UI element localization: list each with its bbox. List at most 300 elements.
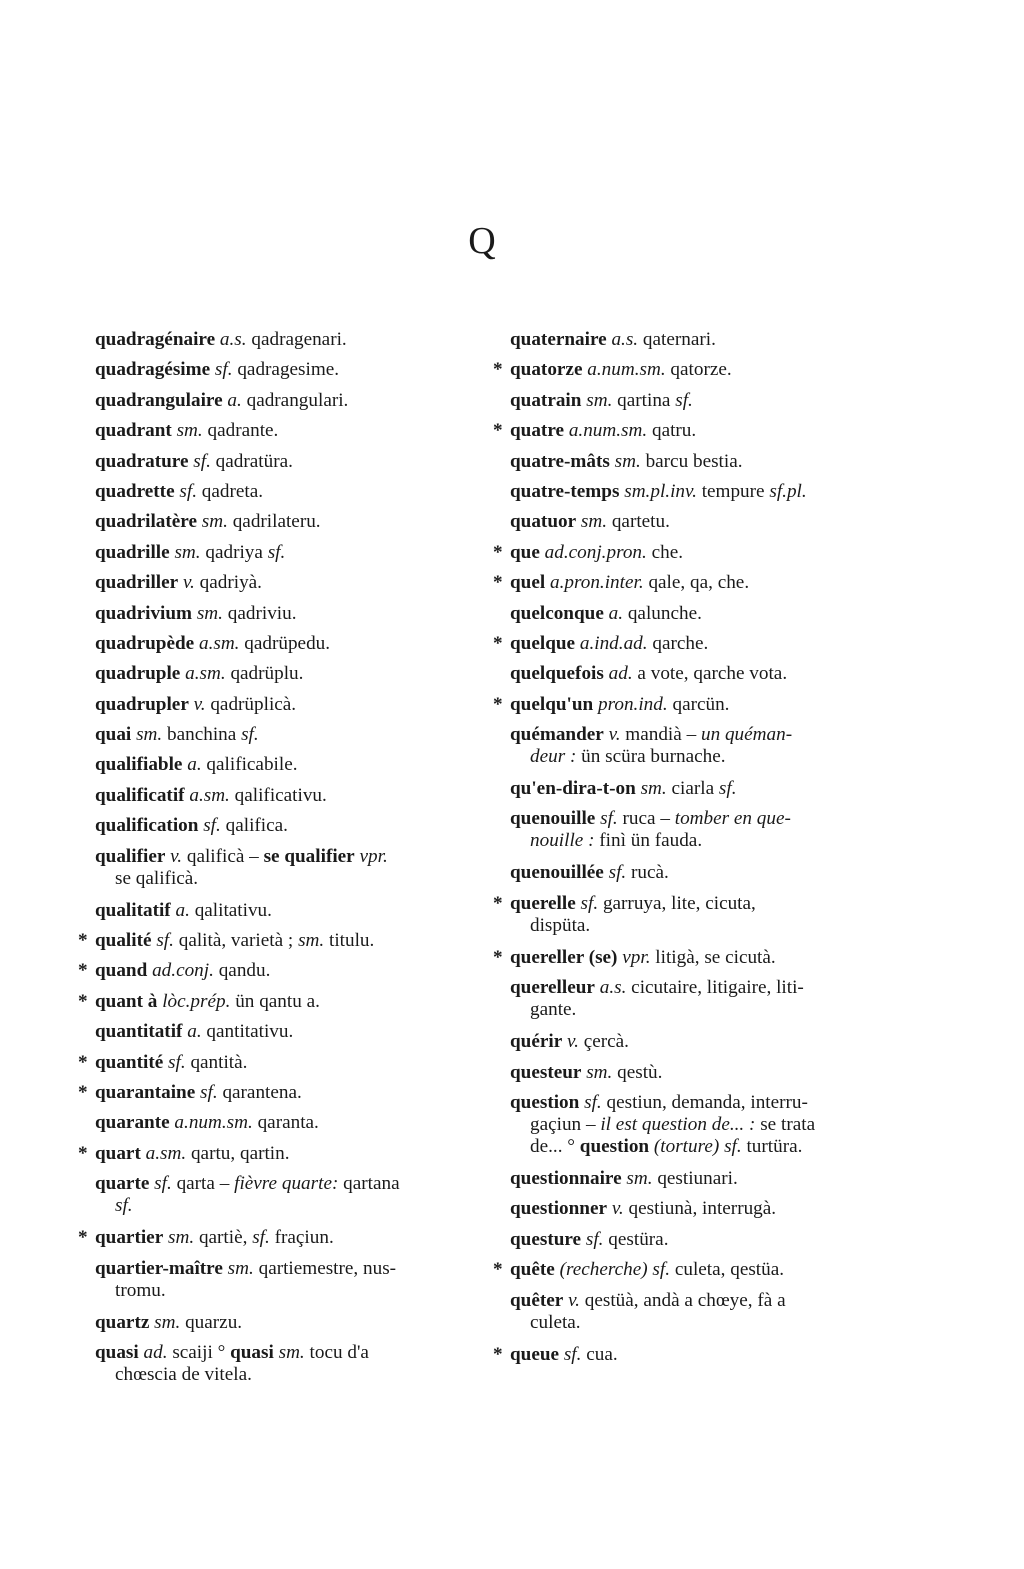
dictionary-entry — [493, 359, 878, 381]
dictionary-entry — [95, 359, 475, 381]
dictionary-entry — [95, 694, 475, 716]
entry-definition-2: qartana — [343, 1173, 400, 1195]
dictionary-entry — [95, 451, 475, 473]
entry-category: sm. — [626, 1168, 653, 1190]
section-letter: Q — [468, 220, 496, 262]
entry-category: sf. — [652, 1259, 671, 1281]
entry-continuation: tromu. — [115, 1279, 166, 1301]
entry-headword: quereller (se) — [510, 946, 618, 968]
entry-definition: ruca – — [622, 808, 670, 830]
entry-category: sm. — [227, 1257, 254, 1279]
entry-category: sf. — [179, 480, 197, 502]
entry-headword: quelconque — [510, 602, 604, 624]
dictionary-entry — [493, 892, 878, 937]
entry-definition-3: turtüra. — [746, 1136, 803, 1158]
entry-definition: qartiemestre, nus- — [258, 1257, 397, 1279]
entry-continuation: ün scüra burnache. — [581, 746, 726, 768]
entry-definition: banchina — [167, 724, 237, 746]
entry-category: sf. — [200, 1081, 218, 1103]
entry-definition: qandu. — [218, 960, 271, 982]
entry-definition-2: tocu d'a — [309, 1341, 369, 1363]
entry-headword: quête — [510, 1259, 555, 1281]
entry-headword: quadruple — [95, 663, 181, 685]
dictionary-entry — [95, 754, 475, 776]
dictionary-entry — [95, 329, 475, 351]
entry-definition: barcu bestia. — [645, 450, 743, 472]
entry-definition: çercà. — [583, 1031, 629, 1053]
entry-definition: qartiè, — [198, 1227, 248, 1249]
entry-headword: quadrivium — [95, 602, 193, 624]
common-word-asterisk: * — [78, 990, 88, 1012]
entry-category: sf. — [600, 808, 618, 830]
entry-category: a.sm. — [145, 1142, 187, 1164]
entry-category: sf. — [584, 1092, 602, 1114]
dictionary-entry — [493, 541, 878, 564]
dictionary-entry — [95, 390, 475, 412]
entry-definition: qalunche. — [627, 602, 702, 624]
dictionary-column-left — [78, 329, 475, 1396]
entry-headword: quarante — [95, 1112, 170, 1134]
entry-headword: quatrain — [510, 389, 582, 411]
entry-category: a. — [175, 899, 190, 921]
entry-category-2: sf. — [267, 541, 286, 563]
entry-category-2: sf. — [252, 1227, 270, 1249]
entry-category: sm. — [614, 450, 641, 472]
entry-category: ad. — [608, 663, 633, 685]
entry-headword: questure — [510, 1228, 582, 1250]
entry-headword: quand — [95, 960, 148, 982]
entry-category: a.sm. — [198, 632, 240, 654]
entry-definition: qartu, qartin. — [190, 1142, 290, 1164]
dictionary-entry — [493, 946, 878, 969]
entry-headword: quartz — [95, 1311, 150, 1333]
entry-category: sm. — [168, 1227, 195, 1249]
entry-category: a.s. — [219, 329, 247, 350]
entry-headword: quel — [510, 572, 546, 594]
entry-definition: cua. — [586, 1343, 618, 1365]
dictionary-entry — [95, 724, 475, 746]
entry-definition: qarantena. — [222, 1081, 302, 1103]
dictionary-entry — [510, 724, 878, 768]
dictionary-entry — [510, 1031, 878, 1053]
dictionary-entry — [510, 977, 878, 1021]
common-word-asterisk: * — [493, 892, 503, 914]
entry-headword: questionnaire — [510, 1168, 622, 1190]
entry-definition: qarche. — [652, 632, 709, 654]
entry-headword: que — [510, 541, 540, 563]
entry-category-2: sm. — [298, 930, 325, 952]
entry-headword: quarantaine — [95, 1081, 196, 1103]
entry-headword: quérir — [510, 1031, 563, 1053]
entry-definition: qadratüra. — [215, 450, 293, 472]
entry-headword: quadrilatère — [95, 511, 197, 533]
entry-headword: quantité — [95, 1051, 164, 1073]
entry-continuation: gante. — [530, 999, 577, 1021]
dictionary-entry — [95, 663, 475, 685]
entry-headword: quelque — [510, 632, 576, 654]
entry-headword: quelquefois — [510, 663, 604, 685]
dictionary-entry — [510, 1198, 878, 1220]
entry-definition-2: titulu. — [328, 930, 375, 952]
entry-category: sm. — [580, 511, 608, 533]
dictionary-entry — [510, 603, 878, 625]
common-word-asterisk: * — [78, 1142, 88, 1164]
dictionary-entry — [78, 960, 475, 982]
dictionary-entry — [95, 420, 475, 442]
entry-definition: mandià – — [625, 724, 697, 746]
entry-definition: qadrüplu. — [230, 663, 304, 685]
entry-definition: qadriyà. — [199, 572, 262, 594]
entry-definition: qalificà – — [186, 845, 259, 867]
entry-category: a.num.sm. — [587, 359, 666, 381]
entry-definition: qalitativu. — [194, 899, 272, 921]
entry-definition: che. — [651, 541, 684, 563]
entry-category: sf. — [203, 815, 221, 837]
common-word-asterisk: * — [493, 572, 503, 594]
entry-headword: quadrupler — [95, 693, 189, 715]
entry-category: sm. — [201, 511, 228, 533]
entry-headword: questionner — [510, 1198, 608, 1220]
entry-definition: qartetu. — [611, 511, 670, 533]
entry-category: a.num.sm. — [174, 1112, 253, 1134]
entry-category-2: sm. — [278, 1341, 305, 1363]
entry-category: sm. — [174, 541, 201, 563]
entry-headword: quatuor — [510, 511, 577, 533]
common-word-asterisk: * — [493, 946, 503, 968]
entry-category: a. — [227, 389, 242, 411]
dictionary-entry — [95, 603, 475, 625]
dictionary-entry — [493, 632, 878, 655]
entry-continuation-2: se trata — [760, 1114, 816, 1136]
entry-category-3: sf. — [724, 1136, 742, 1158]
entry-continuation: chœscia de vitela. — [115, 1363, 252, 1385]
entry-headword: qualification — [95, 815, 199, 837]
dictionary-entry — [95, 1312, 475, 1334]
entry-headword: quatre-mâts — [510, 450, 610, 472]
entry-headword: quartier-maître — [95, 1257, 223, 1279]
dictionary-entry — [510, 390, 878, 412]
dictionary-entry — [95, 1342, 475, 1386]
entry-definition: qatorze. — [670, 359, 732, 381]
entry-headword: quenouille — [510, 808, 596, 830]
entry-definition: qalità, varietà ; — [178, 930, 294, 952]
dictionary-entry — [510, 1290, 878, 1334]
entry-definition: scaiji ° — [172, 1341, 226, 1363]
entry-definition: qarta – — [176, 1173, 230, 1195]
entry-category-2: sf. — [718, 778, 737, 800]
entry-headword: qualifiable — [95, 754, 183, 776]
entry-category: lòc.prép. — [162, 990, 231, 1012]
dictionary-entry — [95, 1173, 475, 1217]
entry-category: ad.conj.pron. — [544, 541, 647, 563]
entry-category: sf. — [154, 1173, 172, 1195]
entry-continuation: dispüta. — [530, 914, 591, 936]
dictionary-entry — [493, 1343, 878, 1366]
entry-headword: quadrant — [95, 420, 172, 442]
dictionary-entry — [78, 1227, 475, 1249]
entry-headword: qu'en-dira-t-on — [510, 778, 636, 800]
entry-definition: cicutaire, litigaire, liti- — [631, 977, 804, 999]
entry-headword: quadragésime — [95, 359, 211, 381]
entry-definition: qestiun, demanda, interru- — [606, 1092, 808, 1114]
entry-headword: quai — [95, 724, 132, 746]
entry-category: v. — [193, 693, 206, 715]
entry-definition: qestüra. — [608, 1228, 669, 1250]
entry-category: sm. — [154, 1311, 181, 1333]
entry-category: a. — [608, 602, 624, 624]
entry-headword: quadriller — [95, 572, 179, 594]
entry-definition: qatru. — [651, 420, 697, 442]
entry-definition: qantità. — [190, 1051, 248, 1073]
entry-continuation: gaçiun – — [530, 1114, 596, 1136]
dictionary-entry — [95, 900, 475, 922]
common-word-asterisk: * — [493, 632, 503, 654]
dictionary-entry — [510, 663, 878, 685]
dictionary-entry — [493, 693, 878, 716]
entry-category: a.ind.ad. — [579, 632, 648, 654]
entry-example-cont: nouille : — [530, 830, 595, 852]
entry-definition: qadrüpedu. — [244, 632, 331, 654]
entry-example: un quéman- — [700, 724, 793, 746]
entry-category: a.sm. — [189, 784, 230, 806]
entry-category: a.sm. — [185, 663, 226, 685]
entry-category: sm. — [586, 389, 613, 411]
dictionary-entry — [95, 572, 475, 594]
entry-category: a.num.sm. — [568, 420, 648, 442]
entry-category-2: vpr. — [359, 845, 388, 867]
entry-definition: qadrüplicà. — [210, 693, 297, 715]
dictionary-entry — [78, 1142, 475, 1165]
entry-headword: quémander — [510, 724, 604, 746]
dictionary-entry — [95, 815, 475, 837]
entry-headword: quatre — [510, 420, 565, 442]
dictionary-entry — [95, 481, 475, 503]
entry-headword: quaternaire — [510, 329, 607, 350]
entry-definition: ciarla — [671, 778, 715, 800]
entry-headword: qualifier — [95, 845, 166, 867]
entry-definition: qale, qa, che. — [648, 572, 750, 594]
dictionary-entry — [510, 1229, 878, 1251]
entry-definition: quarzu. — [185, 1311, 243, 1333]
common-word-asterisk: * — [78, 960, 88, 982]
entry-category: v. — [170, 845, 183, 867]
entry-headword: quant à — [95, 990, 158, 1012]
dictionary-entry — [78, 990, 475, 1013]
entry-definition: qarcün. — [672, 693, 730, 715]
entry-gloss-note: (torture) — [653, 1136, 720, 1158]
entry-category: sf. — [563, 1343, 582, 1365]
entry-definition: qadragenari. — [251, 329, 347, 350]
entry-headword: question — [510, 1092, 580, 1114]
entry-subheadword: question — [579, 1136, 650, 1158]
entry-continuation-3: de... ° — [530, 1136, 575, 1158]
dictionary-column-right — [493, 329, 878, 1374]
entry-subheadword: quasi — [230, 1341, 274, 1363]
dictionary-entry — [510, 1092, 878, 1158]
entry-category: a. — [187, 754, 202, 776]
entry-definition-2: fraçiun. — [274, 1227, 334, 1249]
entry-headword: querelleur — [510, 977, 595, 999]
dictionary-entry — [78, 930, 475, 952]
entry-example-cont: sf. — [115, 1195, 133, 1217]
entry-category: ad.conj. — [152, 960, 214, 982]
entry-continuation: culeta. — [530, 1311, 581, 1333]
entry-definition: qestüà, andà a chœye, fà a — [584, 1289, 786, 1311]
entry-definition: a vote, qarche vota. — [637, 663, 788, 685]
dictionary-entry — [510, 481, 878, 503]
entry-category: v. — [611, 1198, 624, 1220]
entry-headword: qualité — [95, 930, 152, 952]
entry-definition: qadragesime. — [237, 359, 340, 381]
entry-definition: qalifica. — [225, 815, 288, 837]
entry-category: sf. — [193, 450, 211, 472]
entry-category: sm. — [586, 1061, 613, 1083]
entry-headword: quart — [95, 1142, 141, 1164]
entry-headword: quadrette — [95, 480, 175, 502]
entry-headword: quartier — [95, 1227, 164, 1249]
common-word-asterisk: * — [78, 930, 88, 952]
entry-definition: qantitativu. — [206, 1021, 294, 1043]
dictionary-entry — [95, 1258, 475, 1302]
dictionary-entry — [95, 846, 475, 890]
entry-headword: querelle — [510, 892, 576, 914]
dictionary-entry — [95, 1112, 475, 1134]
dictionary-entry — [493, 572, 878, 594]
entry-headword: quadragénaire — [95, 329, 216, 350]
entry-category: sm. — [196, 602, 223, 624]
entry-category: ad. — [143, 1341, 168, 1363]
entry-headword: quarte — [95, 1173, 150, 1195]
entry-definition: qalificativu. — [234, 784, 327, 806]
entry-definition: qestù. — [617, 1061, 663, 1083]
entry-headword: quadrangulaire — [95, 389, 223, 411]
entry-category: sm. — [136, 724, 163, 746]
entry-headword: quêter — [510, 1289, 564, 1311]
entry-definition: qadriya — [205, 541, 263, 563]
entry-category: vpr. — [622, 946, 651, 968]
entry-category: sm. — [640, 778, 667, 800]
dictionary-entry — [510, 862, 878, 884]
dictionary-entry — [510, 451, 878, 473]
entry-category: a. — [187, 1021, 202, 1043]
entry-category: sf. — [156, 930, 174, 952]
entry-definition: qadriviu. — [227, 602, 297, 624]
entry-definition: qadrilateru. — [232, 511, 321, 533]
dictionary-entry — [95, 542, 475, 564]
entry-definition: qadreta. — [201, 480, 264, 502]
entry-definition: qaternari. — [642, 329, 716, 350]
entry-headword: quatre-temps — [510, 480, 620, 502]
entry-definition: litigà, se cicutà. — [655, 946, 776, 968]
entry-definition: qaranta. — [257, 1112, 319, 1134]
entry-definition: qestiunari. — [657, 1168, 738, 1190]
entry-definition: ün qantu a. — [235, 990, 320, 1012]
common-word-asterisk: * — [78, 1051, 88, 1073]
entry-gloss-note: (recherche) — [559, 1259, 648, 1281]
entry-definition: qalificabile. — [206, 754, 298, 776]
entry-category-2: sf. — [675, 389, 693, 411]
entry-category: a.s. — [611, 329, 639, 350]
entry-category: sf. — [585, 1228, 604, 1250]
dictionary-entry — [510, 1062, 878, 1084]
entry-definition: rucà. — [631, 862, 669, 884]
entry-category: a.s. — [599, 977, 627, 999]
entry-definition: qartina — [617, 389, 671, 411]
entry-category: v. — [567, 1031, 579, 1053]
dictionary-entry — [78, 1081, 475, 1104]
entry-category: sf. — [214, 359, 233, 381]
entry-headword: queue — [510, 1343, 560, 1365]
dictionary-entry — [510, 808, 878, 852]
entry-headword: quantitatif — [95, 1021, 183, 1043]
entry-category: sf. — [608, 862, 627, 884]
entry-continuation: se qalificà. — [115, 867, 199, 889]
dictionary-entry — [95, 1021, 475, 1043]
entry-example: tomber en que- — [674, 808, 791, 830]
entry-category: sm. — [176, 420, 203, 442]
entry-headword: quadrupède — [95, 632, 195, 654]
entry-category: sf. — [580, 892, 599, 914]
common-word-asterisk: * — [493, 359, 503, 381]
entry-example: fièvre quarte: — [234, 1173, 339, 1195]
entry-headword: questeur — [510, 1061, 582, 1083]
dictionary-entry — [493, 1259, 878, 1281]
common-word-asterisk: * — [493, 693, 503, 715]
common-word-asterisk: * — [493, 541, 503, 563]
dictionary-entry — [78, 1051, 475, 1074]
dictionary-entry — [95, 511, 475, 533]
entry-definition: qestiunà, interrugà. — [628, 1198, 777, 1220]
entry-headword: quenouillée — [510, 862, 604, 884]
common-word-asterisk: * — [493, 1259, 503, 1281]
entry-category: sm.pl.inv. — [624, 480, 697, 502]
entry-continuation: finì ün fauda. — [599, 830, 703, 852]
entry-headword: qualificatif — [95, 784, 185, 806]
entry-headword: quadrille — [95, 541, 170, 563]
entry-headword: quelqu'un — [510, 693, 594, 715]
entry-category: v. — [182, 572, 195, 594]
entry-subheadword: se qualifier — [263, 845, 355, 867]
common-word-asterisk: * — [78, 1227, 88, 1249]
entry-example: il est question de... : — [600, 1114, 756, 1136]
common-word-asterisk: * — [78, 1081, 88, 1103]
entry-headword: quadrature — [95, 450, 189, 472]
entry-definition: culeta, qestüa. — [674, 1259, 785, 1281]
entry-example-cont: deur : — [530, 746, 577, 768]
entry-category: pron.ind. — [598, 693, 668, 715]
dictionary-entry — [95, 785, 475, 807]
entry-category-2: sf. — [241, 724, 259, 746]
common-word-asterisk: * — [493, 420, 503, 442]
entry-category: v. — [568, 1289, 580, 1311]
entry-definition: qadrante. — [207, 420, 279, 442]
dictionary-entry — [510, 1168, 878, 1190]
entry-headword: quasi — [95, 1341, 139, 1363]
dictionary-entry — [510, 778, 878, 800]
common-word-asterisk: * — [493, 1343, 503, 1365]
entry-headword: quatorze — [510, 359, 583, 381]
dictionary-entry — [95, 633, 475, 655]
entry-category: sf. — [168, 1051, 186, 1073]
entry-definition: garruya, lite, cicuta, — [602, 892, 756, 914]
entry-category: a.pron.inter. — [550, 572, 644, 594]
dictionary-entry — [510, 511, 878, 533]
entry-category: v. — [608, 724, 621, 746]
entry-definition: tempure — [701, 480, 765, 502]
entry-headword: qualitatif — [95, 899, 171, 921]
dictionary-entry — [510, 329, 878, 351]
entry-definition: qadrangulari. — [246, 389, 349, 411]
